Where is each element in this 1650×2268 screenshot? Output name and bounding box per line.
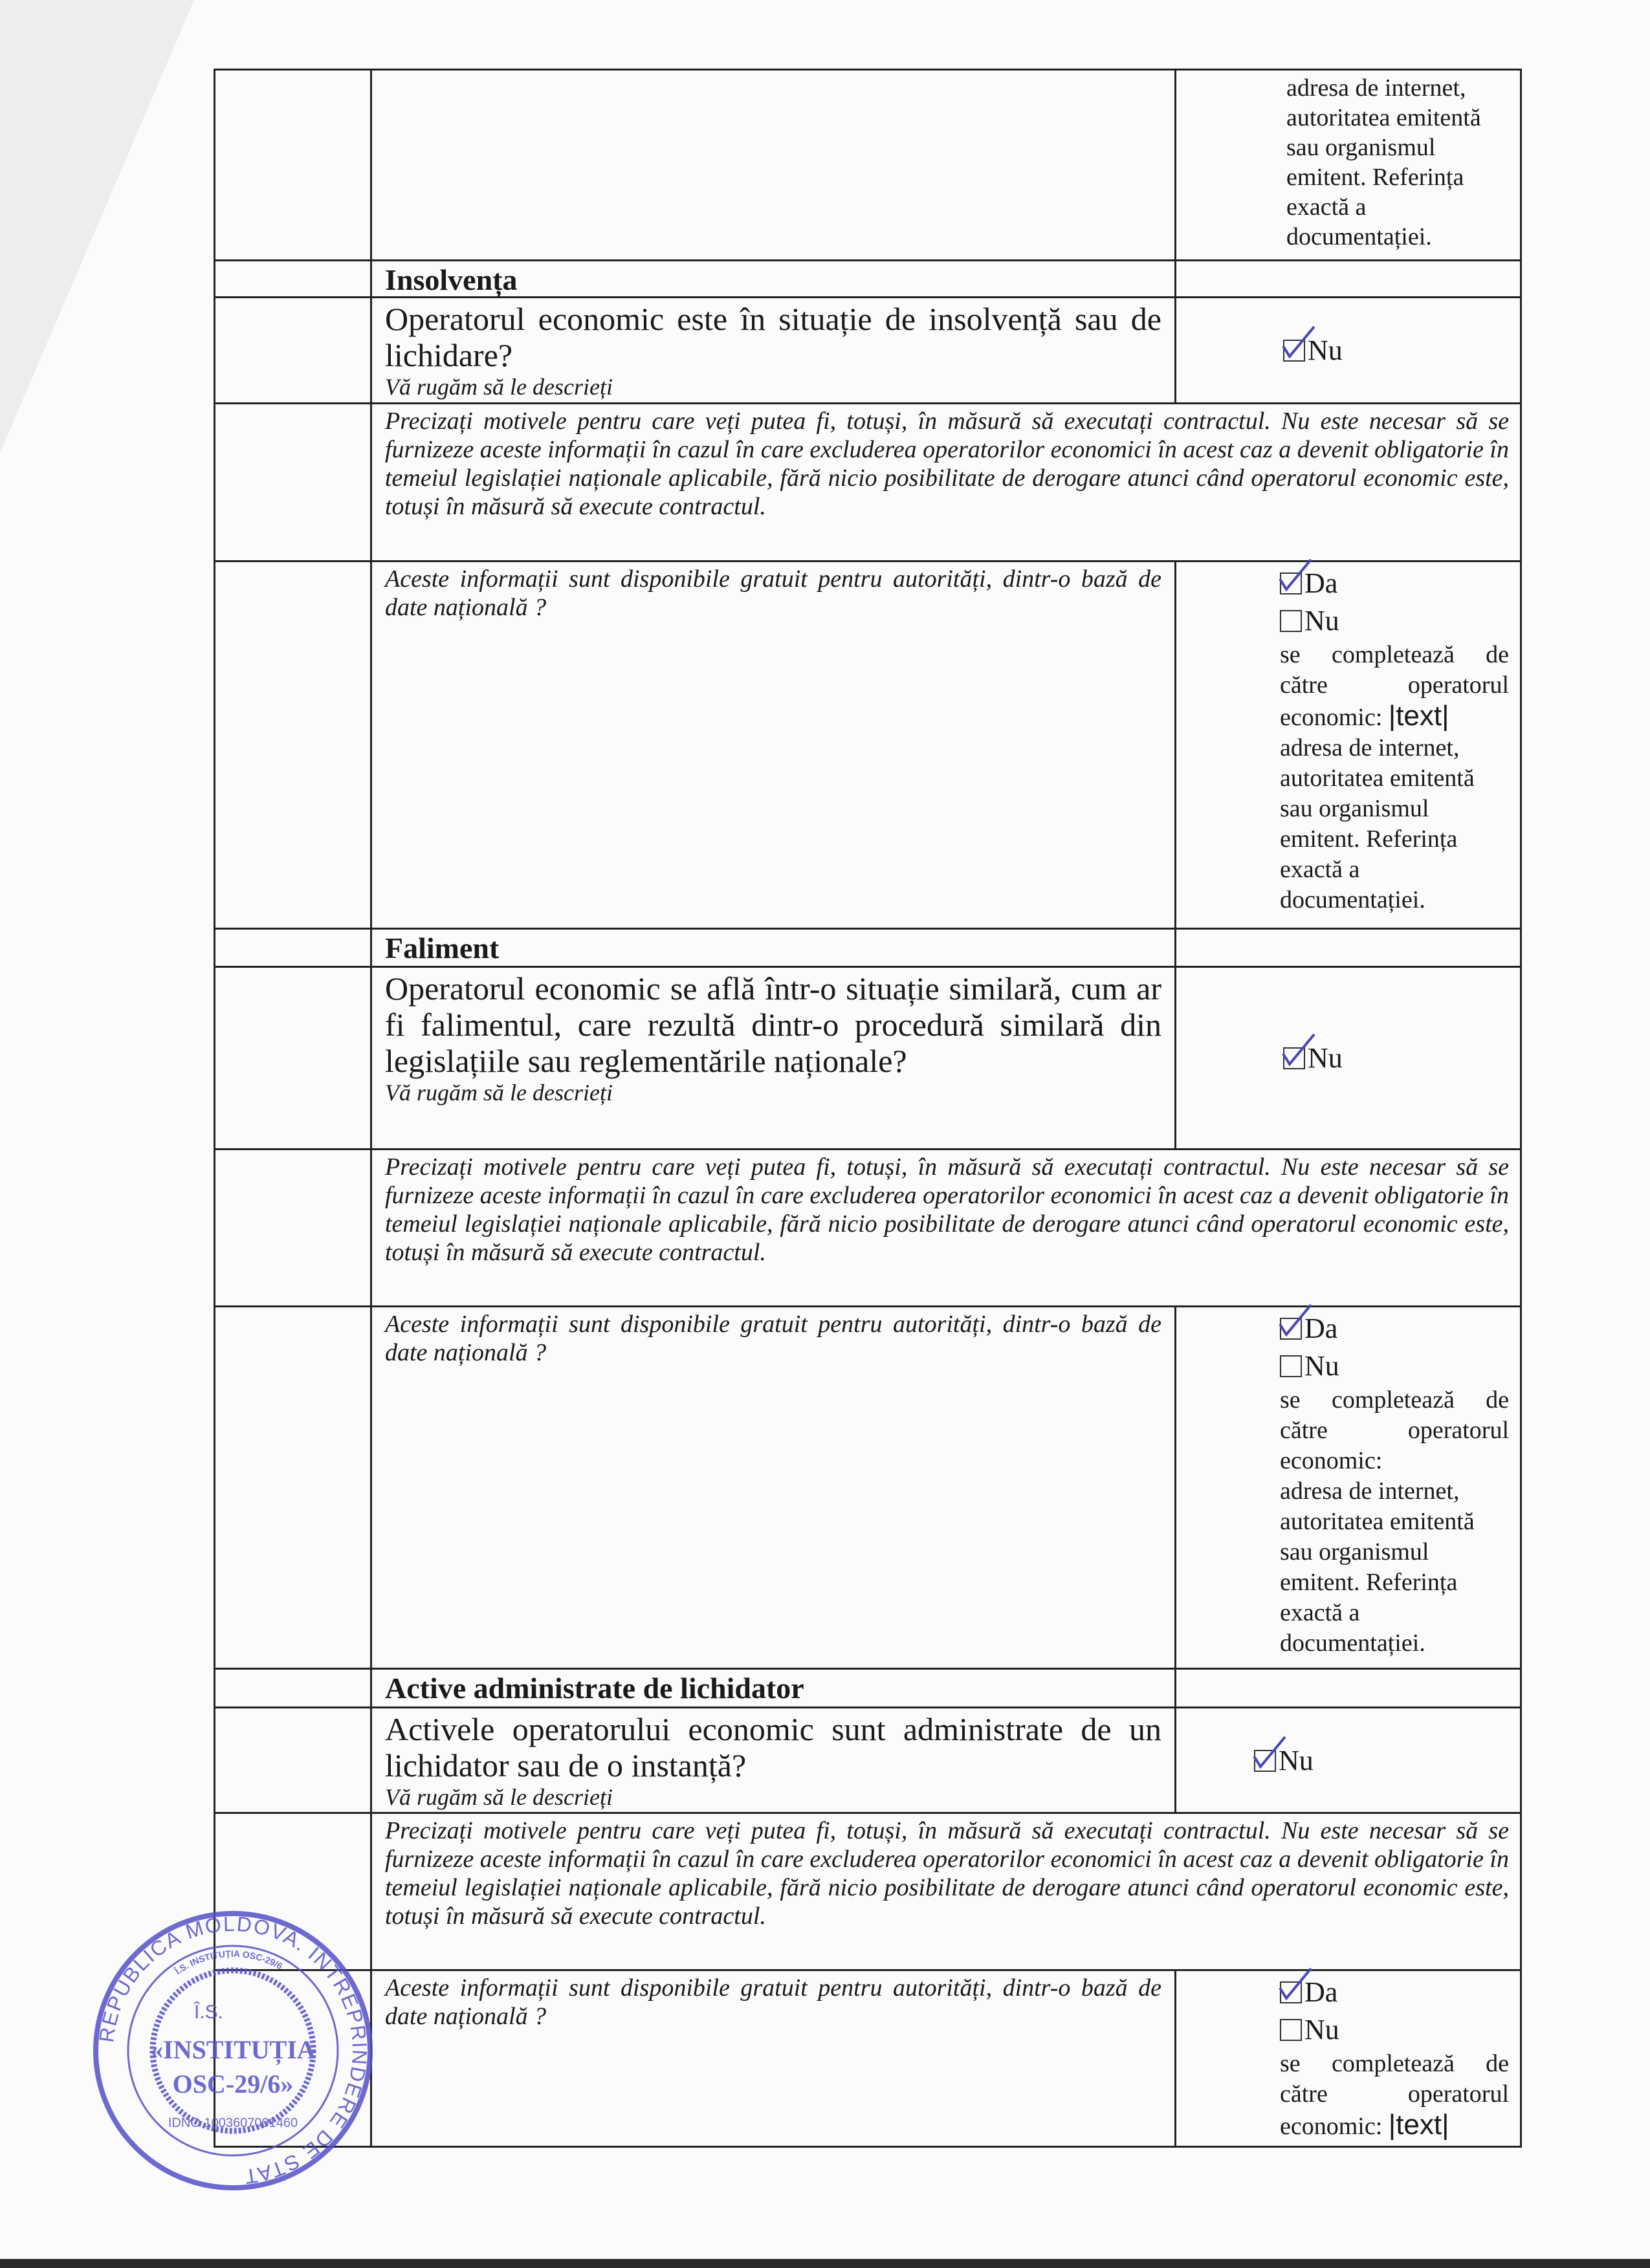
- table-row: [214, 69, 1522, 259]
- answer-nu-checkbox[interactable]: Nu: [1280, 602, 1509, 640]
- checkbox-icon: [1280, 1355, 1302, 1377]
- stamp-is: Î.S.: [194, 2001, 224, 2023]
- info-question: Aceste informații sunt disponibile gratuit pentru autorități, dintr-o bază de date națională ?: [370, 562, 1174, 928]
- answer-nu-checkbox[interactable]: Nu: [1254, 1742, 1314, 1780]
- answer-nu-checkbox[interactable]: Nu: [1283, 332, 1343, 369]
- question-text: Activele operatorului economic sunt administrate de un lichidator sau de o instanță?: [385, 1711, 1161, 1783]
- section-header-row: [214, 1668, 1522, 1706]
- checkbox-icon: [1283, 340, 1305, 362]
- note-row: [214, 1812, 1522, 1969]
- info-question: Aceste informații sunt disponibile gratuit pentru autorități, dintr-o bază de date națională ?: [370, 1971, 1174, 2146]
- answer-da-checkbox[interactable]: Da: [1280, 1310, 1509, 1347]
- section-header-row: [214, 928, 1522, 966]
- answer-da-checkbox[interactable]: Da: [1280, 1974, 1509, 2011]
- describe-label: Vă rugăm să le descrieți: [385, 1080, 613, 1106]
- info-row: Aceste informații sunt disponibile gratuit pentru autorități, dintr-o bază de date națională ? Da Nu se completează de către operatorul economic: |text|: [214, 1969, 1522, 2148]
- info-row: Aceste informații sunt disponibile gratuit pentru autorități, dintr-o bază de date națională ? Da Nu se completează de către operatorul economic: adresa de internet, autoritatea emitentă sau organismul emitent. Referința exactă a documentației.: [214, 1305, 1522, 1668]
- stamp-inner-text: Î.S. INSTITUȚIA OSC-29/6: [173, 1948, 285, 1977]
- checkbox-icon: [1280, 1981, 1302, 2003]
- check-icon: [1279, 324, 1318, 363]
- question-row: [214, 966, 1522, 1148]
- answer-nu-checkbox[interactable]: Nu: [1283, 1040, 1343, 1077]
- scan-edge: [0, 2259, 1650, 2268]
- note-text: Precizați motivele pentru care veți putea fi, totuși, în măsură să executați contractul. Nu este necesar să se furnizeze aceste informații în cazul în care excluderea operatorilor economici în acest caz a devenit obligatorie în temeiul legislației naționale aplicabile, fără nicio posibilitate de derogare atunci când operatorul economic este, totuși în măsură să execute contractul.: [370, 1150, 1522, 1305]
- checkbox-icon: [1280, 1318, 1302, 1340]
- section-header-row: [214, 259, 1522, 296]
- note-row: [214, 1148, 1522, 1305]
- checkbox-icon: [1280, 572, 1302, 594]
- text-field[interactable]: |text|: [1388, 2109, 1449, 2141]
- note-text: Precizați motivele pentru care veți putea fi, totuși, în măsură să executați contractul. Nu este necesar să se furnizeze aceste informații în cazul în care excluderea operatorilor economici în acest caz a devenit obligatorie în temeiul legislației naționale aplicabile, fără nicio posibilitate de derogare atunci când operatorul economic este, totuși în măsură să execute contractul.: [370, 1814, 1522, 1969]
- check-icon: [1276, 1966, 1315, 2005]
- section-title: Faliment: [370, 930, 1174, 968]
- stamp-idno: IDNO 1003607001460: [168, 2116, 298, 2130]
- stamp-code: OSC-29/6»: [172, 2069, 294, 2099]
- check-icon: [1279, 1032, 1318, 1071]
- source-info: adresa de internet, autoritatea emitentă sau organismul emitent. Referința exactă a documentației.: [1174, 71, 1522, 259]
- checkbox-icon: [1280, 2019, 1302, 2041]
- stamp-outer-text: REPUBLICA MOLDOVA. ÎNTREPRINDERE DE STAT: [94, 1912, 372, 2189]
- question-text: Operatorul economic se află într-o situație similară, cum ar fi falimentul, care rezultă dintr-o procedură similară din legislațiile sau reglementările naționale?: [385, 970, 1161, 1079]
- answer-nu-checkbox[interactable]: Nu: [1280, 1347, 1509, 1385]
- note-text: Precizați motivele pentru care veți putea fi, totuși, în măsură să executați contractul. Nu este necesar să se furnizeze aceste informații în cazul în care excluderea operatorilor economici în acest caz a devenit obligatorie în temeiul legislației naționale aplicabile, fără nicio posibilitate de derogare atunci când operatorul economic este, totuși în măsură să execute contractul.: [370, 404, 1522, 560]
- stamp-name: «INSTITUȚIA: [150, 2035, 316, 2064]
- check-icon: [1276, 1302, 1315, 1341]
- info-row: Aceste informații sunt disponibile gratuit pentru autorități, dintr-o bază de date națională ? Da Nu se completează de către operatorul economic: |text| adresa de internet, autoritatea emitentă sau organismul emitent. Referința exactă a documentației.: [214, 560, 1522, 928]
- text-field[interactable]: |text|: [1388, 700, 1449, 732]
- describe-label: Vă rugăm să le descrieți: [385, 374, 613, 400]
- checkbox-icon: [1254, 1750, 1276, 1772]
- question-row: [214, 1706, 1522, 1812]
- section-title: Insolvența: [370, 261, 1174, 300]
- section-title: Active administrate de lichidator: [370, 1670, 1174, 1708]
- info-question: Aceste informații sunt disponibile gratuit pentru autorități, dintr-o bază de date națională ?: [370, 1307, 1174, 1668]
- question-row: [214, 296, 1522, 402]
- official-stamp: [91, 1908, 375, 2193]
- note-row: [214, 402, 1522, 560]
- question-text: Operatorul economic este în situație de insolvență sau de lichidare?: [385, 301, 1161, 373]
- describe-label: Vă rugăm să le descrieți: [385, 1784, 613, 1810]
- answer-nu-checkbox[interactable]: Nu: [1280, 2011, 1509, 2049]
- check-icon: [1276, 557, 1315, 596]
- answer-da-checkbox[interactable]: Da: [1280, 565, 1509, 602]
- checkbox-icon: [1280, 610, 1302, 632]
- scan-shadow: [0, 0, 194, 453]
- check-icon: [1250, 1734, 1289, 1773]
- checkbox-icon: [1283, 1047, 1305, 1069]
